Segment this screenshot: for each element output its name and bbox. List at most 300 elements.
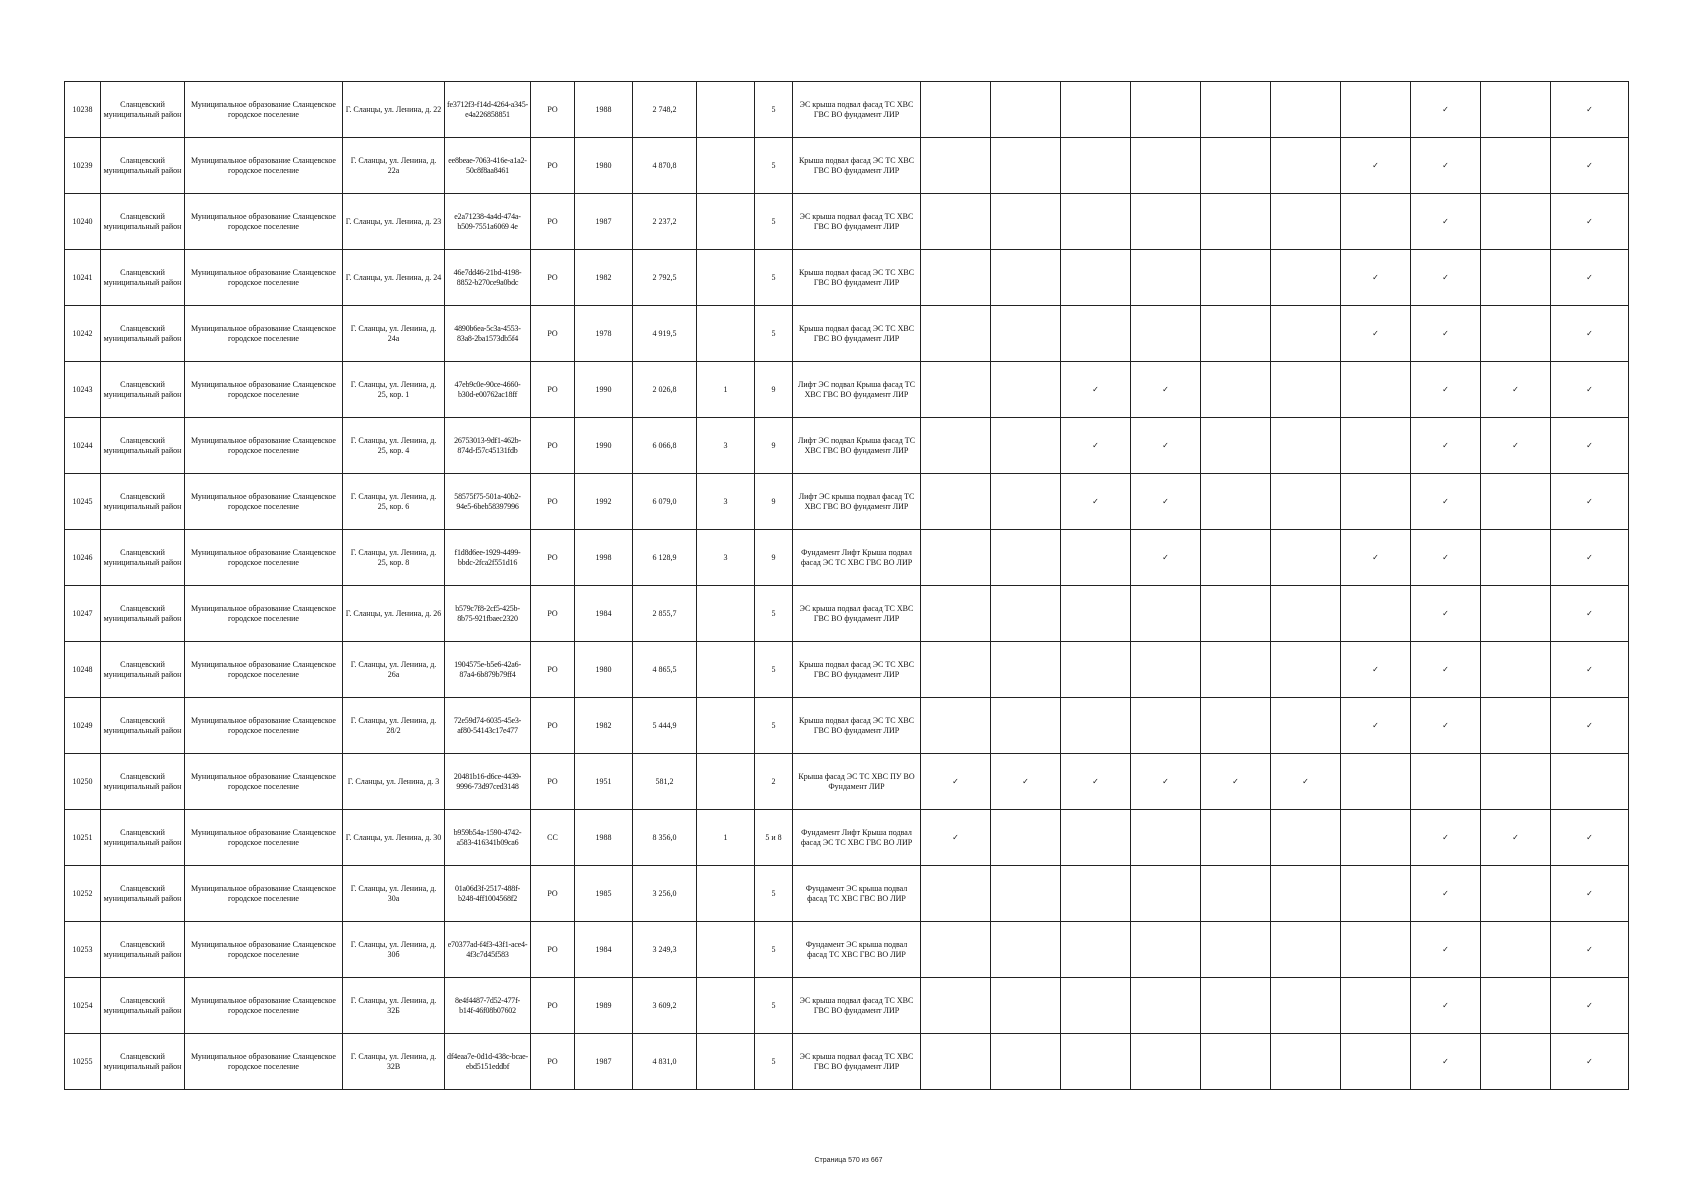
year-cell: 1982 xyxy=(575,698,633,754)
municipality-cell: Муниципальное образование Сланцевское городское поселение xyxy=(185,642,343,698)
table-row xyxy=(65,530,1629,586)
work-check-cell xyxy=(921,194,991,250)
guid-cell: 8e4f4487-7d52-477f-b14f-46f08b07602 xyxy=(445,978,531,1034)
check-mark-icon: ✓ xyxy=(1372,720,1379,730)
guid-cell: 1904575e-b5e6-42a6-87a4-6b879b79ff4 xyxy=(445,642,531,698)
address-cell: Г. Сланцы, ул. Ленина, д. 24 xyxy=(343,250,445,306)
work-check-cell xyxy=(1201,138,1271,194)
table-row xyxy=(65,586,1629,642)
lifts-cell xyxy=(697,922,755,978)
district-cell: Сланцевский муниципальный район xyxy=(101,866,185,922)
table-row xyxy=(65,642,1629,698)
work-check-cell xyxy=(1201,194,1271,250)
year-cell: 1987 xyxy=(575,194,633,250)
work-check-cell xyxy=(1411,250,1481,306)
work-check-cell xyxy=(1341,642,1411,698)
row-number-cell: 10245 xyxy=(65,474,101,530)
work-check-cell xyxy=(1411,698,1481,754)
work-check-cell xyxy=(1341,530,1411,586)
area-cell: 581,2 xyxy=(633,754,697,810)
work-check-cell xyxy=(921,250,991,306)
work-check-cell xyxy=(1271,474,1341,530)
row-number-cell: 10247 xyxy=(65,586,101,642)
district-cell: Сланцевский муниципальный район xyxy=(101,306,185,362)
work-check-cell xyxy=(1061,530,1131,586)
check-mark-icon: ✓ xyxy=(1092,496,1099,506)
municipality-cell: Муниципальное образование Сланцевское городское поселение xyxy=(185,306,343,362)
work-check-cell xyxy=(991,866,1061,922)
row-number-cell: 10250 xyxy=(65,754,101,810)
work-check-cell xyxy=(1341,922,1411,978)
check-mark-icon: ✓ xyxy=(952,776,959,786)
guid-cell: ee8beae-7063-416e-a1a2-50c8f8aa8461 xyxy=(445,138,531,194)
check-mark-icon: ✓ xyxy=(1232,776,1239,786)
work-check-cell xyxy=(1131,698,1201,754)
work-check-cell xyxy=(1481,978,1551,1034)
district-cell: Сланцевский муниципальный район xyxy=(101,922,185,978)
district-cell: Сланцевский муниципальный район xyxy=(101,754,185,810)
year-cell: 1982 xyxy=(575,250,633,306)
work-check-cell xyxy=(1411,530,1481,586)
row-number-cell: 10253 xyxy=(65,922,101,978)
check-mark-icon: ✓ xyxy=(1442,1056,1449,1066)
lifts-cell xyxy=(697,754,755,810)
check-mark-icon: ✓ xyxy=(1586,104,1593,114)
check-mark-icon: ✓ xyxy=(1586,664,1593,674)
year-cell: 1990 xyxy=(575,362,633,418)
works-list-cell: Крыша подвал фасад ЭС ТС ХВС ГВС ВО фундамент ЛИР xyxy=(793,642,921,698)
work-check-cell xyxy=(1411,306,1481,362)
floors-cell: 5 xyxy=(755,586,793,642)
work-check-cell xyxy=(1061,866,1131,922)
floors-cell: 9 xyxy=(755,362,793,418)
floors-cell: 9 xyxy=(755,530,793,586)
table-row xyxy=(65,922,1629,978)
address-cell: Г. Сланцы, ул. Ленина, д. 25, кор. 6 xyxy=(343,474,445,530)
municipality-cell: Муниципальное образование Сланцевское городское поселение xyxy=(185,250,343,306)
municipality-cell: Муниципальное образование Сланцевское городское поселение xyxy=(185,530,343,586)
work-check-cell xyxy=(1271,306,1341,362)
check-mark-icon: ✓ xyxy=(1586,160,1593,170)
lifts-cell: 3 xyxy=(697,530,755,586)
district-cell: Сланцевский муниципальный район xyxy=(101,978,185,1034)
work-check-cell xyxy=(1481,922,1551,978)
work-check-cell xyxy=(1551,866,1629,922)
work-check-cell xyxy=(1481,250,1551,306)
check-mark-icon: ✓ xyxy=(1442,272,1449,282)
work-check-cell xyxy=(1201,362,1271,418)
work-check-cell xyxy=(1061,194,1131,250)
work-check-cell xyxy=(1551,418,1629,474)
year-cell: 1987 xyxy=(575,1034,633,1090)
check-mark-icon: ✓ xyxy=(1586,1056,1593,1066)
guid-cell: 46e7dd46-21bd-4198-8852-b270ce9a0bdc xyxy=(445,250,531,306)
work-check-cell xyxy=(1131,194,1201,250)
work-check-cell xyxy=(921,810,991,866)
lifts-cell xyxy=(697,194,755,250)
work-check-cell xyxy=(921,1034,991,1090)
municipality-cell: Муниципальное образование Сланцевское городское поселение xyxy=(185,138,343,194)
registry-table-body xyxy=(65,82,1629,1090)
floors-cell: 5 xyxy=(755,194,793,250)
work-check-cell xyxy=(991,1034,1061,1090)
lifts-cell xyxy=(697,138,755,194)
work-check-cell xyxy=(1061,978,1131,1034)
fund-form-cell: РО xyxy=(531,642,575,698)
address-cell: Г. Сланцы, ул. Ленина, д. 25, кор. 8 xyxy=(343,530,445,586)
work-check-cell xyxy=(921,82,991,138)
work-check-cell xyxy=(1201,642,1271,698)
works-list-cell: Фундамент Лифт Крыша подвал фасад ЭС ТС ХВС ГВС ВО ЛИР xyxy=(793,810,921,866)
work-check-cell xyxy=(921,642,991,698)
check-mark-icon: ✓ xyxy=(1586,440,1593,450)
fund-form-cell: РО xyxy=(531,866,575,922)
table-row xyxy=(65,978,1629,1034)
table-row xyxy=(65,306,1629,362)
fund-form-cell: РО xyxy=(531,1034,575,1090)
check-mark-icon: ✓ xyxy=(1442,216,1449,226)
work-check-cell xyxy=(1131,1034,1201,1090)
work-check-cell xyxy=(1411,754,1481,810)
guid-cell: b579c7f8-2cf5-425b-8b75-921fbaec2320 xyxy=(445,586,531,642)
check-mark-icon: ✓ xyxy=(1442,944,1449,954)
work-check-cell xyxy=(1341,474,1411,530)
district-cell: Сланцевский муниципальный район xyxy=(101,362,185,418)
work-check-cell xyxy=(1341,754,1411,810)
work-check-cell xyxy=(1271,586,1341,642)
check-mark-icon: ✓ xyxy=(1162,552,1169,562)
table-row xyxy=(65,866,1629,922)
fund-form-cell: РО xyxy=(531,922,575,978)
lifts-cell: 1 xyxy=(697,810,755,866)
address-cell: Г. Сланцы, ул. Ленина, д. 28/2 xyxy=(343,698,445,754)
work-check-cell xyxy=(1551,978,1629,1034)
guid-cell: f1d8d6ee-1929-4499-bbdc-2fca2f551d16 xyxy=(445,530,531,586)
work-check-cell xyxy=(1131,642,1201,698)
floors-cell: 5 xyxy=(755,922,793,978)
work-check-cell xyxy=(1271,642,1341,698)
fund-form-cell: РО xyxy=(531,362,575,418)
table-row xyxy=(65,418,1629,474)
work-check-cell xyxy=(1061,586,1131,642)
floors-cell: 5 xyxy=(755,250,793,306)
municipality-cell: Муниципальное образование Сланцевское городское поселение xyxy=(185,82,343,138)
row-number-cell: 10255 xyxy=(65,1034,101,1090)
work-check-cell xyxy=(1481,418,1551,474)
work-check-cell xyxy=(991,978,1061,1034)
check-mark-icon: ✓ xyxy=(1372,272,1379,282)
lifts-cell: 3 xyxy=(697,474,755,530)
work-check-cell xyxy=(991,474,1061,530)
lifts-cell: 3 xyxy=(697,418,755,474)
work-check-cell xyxy=(1201,866,1271,922)
works-list-cell: Фундамент ЭС крыша подвал фасад ТС ХВС ГВС ВО ЛИР xyxy=(793,922,921,978)
fund-form-cell: РО xyxy=(531,978,575,1034)
address-cell: Г. Сланцы, ул. Ленина, д. 25, кор. 1 xyxy=(343,362,445,418)
address-cell: Г. Сланцы, ул. Ленина, д. 24а xyxy=(343,306,445,362)
work-check-cell xyxy=(1411,866,1481,922)
address-cell: Г. Сланцы, ул. Ленина, д. 23 xyxy=(343,194,445,250)
area-cell: 5 444,9 xyxy=(633,698,697,754)
row-number-cell: 10243 xyxy=(65,362,101,418)
municipality-cell: Муниципальное образование Сланцевское городское поселение xyxy=(185,754,343,810)
work-check-cell xyxy=(1481,530,1551,586)
area-cell: 3 609,2 xyxy=(633,978,697,1034)
area-cell: 6 066,8 xyxy=(633,418,697,474)
check-mark-icon: ✓ xyxy=(1442,664,1449,674)
year-cell: 1978 xyxy=(575,306,633,362)
work-check-cell xyxy=(1481,82,1551,138)
row-number-cell: 10249 xyxy=(65,698,101,754)
floors-cell: 5 xyxy=(755,1034,793,1090)
check-mark-icon: ✓ xyxy=(1372,664,1379,674)
work-check-cell xyxy=(1061,642,1131,698)
work-check-cell xyxy=(1061,810,1131,866)
year-cell: 1990 xyxy=(575,418,633,474)
work-check-cell xyxy=(1481,194,1551,250)
work-check-cell xyxy=(991,922,1061,978)
municipality-cell: Муниципальное образование Сланцевское городское поселение xyxy=(185,362,343,418)
year-cell: 1985 xyxy=(575,866,633,922)
check-mark-icon: ✓ xyxy=(1512,384,1519,394)
fund-form-cell: РО xyxy=(531,754,575,810)
work-check-cell xyxy=(991,306,1061,362)
work-check-cell xyxy=(1411,418,1481,474)
area-cell: 2 748,2 xyxy=(633,82,697,138)
work-check-cell xyxy=(1481,474,1551,530)
check-mark-icon: ✓ xyxy=(1586,1000,1593,1010)
check-mark-icon: ✓ xyxy=(1512,832,1519,842)
district-cell: Сланцевский муниципальный район xyxy=(101,82,185,138)
work-check-cell xyxy=(991,642,1061,698)
work-check-cell xyxy=(1411,978,1481,1034)
floors-cell: 5 и 8 xyxy=(755,810,793,866)
row-number-cell: 10242 xyxy=(65,306,101,362)
check-mark-icon: ✓ xyxy=(1092,440,1099,450)
work-check-cell xyxy=(1551,474,1629,530)
row-number-cell: 10246 xyxy=(65,530,101,586)
check-mark-icon: ✓ xyxy=(1162,440,1169,450)
work-check-cell xyxy=(1061,138,1131,194)
floors-cell: 5 xyxy=(755,978,793,1034)
check-mark-icon: ✓ xyxy=(1442,328,1449,338)
row-number-cell: 10248 xyxy=(65,642,101,698)
work-check-cell xyxy=(1341,82,1411,138)
guid-cell: 72e59d74-6035-45e3-af80-54143c17e477 xyxy=(445,698,531,754)
floors-cell: 5 xyxy=(755,698,793,754)
lifts-cell xyxy=(697,1034,755,1090)
works-list-cell: Лифт ЭС подвал Крыша фасад ТС ХВС ГВС ВО фундамент ЛИР xyxy=(793,418,921,474)
check-mark-icon: ✓ xyxy=(1442,608,1449,618)
table-row xyxy=(65,698,1629,754)
municipality-cell: Муниципальное образование Сланцевское городское поселение xyxy=(185,474,343,530)
work-check-cell xyxy=(1201,418,1271,474)
address-cell: Г. Сланцы, ул. Ленина, д. 30а xyxy=(343,866,445,922)
registry-table-wrap xyxy=(64,81,1628,1090)
work-check-cell xyxy=(1551,250,1629,306)
work-check-cell xyxy=(1271,138,1341,194)
work-check-cell xyxy=(1201,754,1271,810)
check-mark-icon: ✓ xyxy=(1162,496,1169,506)
row-number-cell: 10239 xyxy=(65,138,101,194)
work-check-cell xyxy=(1061,418,1131,474)
work-check-cell xyxy=(1551,642,1629,698)
address-cell: Г. Сланцы, ул. Ленина, д. 22 xyxy=(343,82,445,138)
year-cell: 1980 xyxy=(575,138,633,194)
check-mark-icon: ✓ xyxy=(1586,328,1593,338)
work-check-cell xyxy=(991,418,1061,474)
work-check-cell xyxy=(991,530,1061,586)
work-check-cell xyxy=(1341,194,1411,250)
fund-form-cell: РО xyxy=(531,530,575,586)
guid-cell: 47eb9c0e-90ce-4660-b30d-e00762ac18ff xyxy=(445,362,531,418)
fund-form-cell: РО xyxy=(531,250,575,306)
address-cell: Г. Сланцы, ул. Ленина, д. 30 xyxy=(343,810,445,866)
work-check-cell xyxy=(1481,138,1551,194)
work-check-cell xyxy=(1061,1034,1131,1090)
work-check-cell xyxy=(1481,586,1551,642)
page-footer: Страница 570 из 667 xyxy=(814,1157,883,1164)
works-list-cell: Крыша подвал фасад ЭС ТС ХВС ГВС ВО фундамент ЛИР xyxy=(793,698,921,754)
address-cell: Г. Сланцы, ул. Ленина, д. 25, кор. 4 xyxy=(343,418,445,474)
floors-cell: 5 xyxy=(755,866,793,922)
area-cell: 2 237,2 xyxy=(633,194,697,250)
work-check-cell xyxy=(921,586,991,642)
table-row xyxy=(65,810,1629,866)
work-check-cell xyxy=(991,138,1061,194)
area-cell: 8 356,0 xyxy=(633,810,697,866)
work-check-cell xyxy=(1411,362,1481,418)
work-check-cell xyxy=(1341,1034,1411,1090)
work-check-cell xyxy=(1341,866,1411,922)
guid-cell: fe3712f3-f14d-4264-a345-e4a226858851 xyxy=(445,82,531,138)
year-cell: 1992 xyxy=(575,474,633,530)
work-check-cell xyxy=(1341,138,1411,194)
area-cell: 3 249,3 xyxy=(633,922,697,978)
row-number-cell: 10252 xyxy=(65,866,101,922)
table-row xyxy=(65,362,1629,418)
work-check-cell xyxy=(1551,698,1629,754)
check-mark-icon: ✓ xyxy=(1586,552,1593,562)
floors-cell: 5 xyxy=(755,642,793,698)
work-check-cell xyxy=(991,362,1061,418)
check-mark-icon: ✓ xyxy=(1442,720,1449,730)
floors-cell: 5 xyxy=(755,82,793,138)
work-check-cell xyxy=(991,698,1061,754)
fund-form-cell: РО xyxy=(531,586,575,642)
work-check-cell xyxy=(1201,978,1271,1034)
work-check-cell xyxy=(1201,1034,1271,1090)
work-check-cell xyxy=(1271,866,1341,922)
work-check-cell xyxy=(1551,754,1629,810)
municipality-cell: Муниципальное образование Сланцевское городское поселение xyxy=(185,922,343,978)
floors-cell: 5 xyxy=(755,306,793,362)
work-check-cell xyxy=(1411,642,1481,698)
check-mark-icon: ✓ xyxy=(1512,440,1519,450)
area-cell: 4 870,8 xyxy=(633,138,697,194)
check-mark-icon: ✓ xyxy=(1302,776,1309,786)
work-check-cell xyxy=(1341,362,1411,418)
check-mark-icon: ✓ xyxy=(1442,1000,1449,1010)
work-check-cell xyxy=(1271,754,1341,810)
work-check-cell xyxy=(1341,586,1411,642)
work-check-cell xyxy=(991,810,1061,866)
area-cell: 6 128,9 xyxy=(633,530,697,586)
municipality-cell: Муниципальное образование Сланцевское городское поселение xyxy=(185,194,343,250)
check-mark-icon: ✓ xyxy=(1442,552,1449,562)
fund-form-cell: РО xyxy=(531,474,575,530)
work-check-cell xyxy=(1131,922,1201,978)
work-check-cell xyxy=(1411,586,1481,642)
work-check-cell xyxy=(1481,1034,1551,1090)
work-check-cell xyxy=(991,754,1061,810)
work-check-cell xyxy=(1551,1034,1629,1090)
work-check-cell xyxy=(1131,866,1201,922)
guid-cell: 58575f75-501a-40b2-94e5-6beb58397996 xyxy=(445,474,531,530)
works-list-cell: ЭС крыша подвал фасад ТС ХВС ГВС ВО фундамент ЛИР xyxy=(793,1034,921,1090)
area-cell: 2 855,7 xyxy=(633,586,697,642)
work-check-cell xyxy=(921,698,991,754)
work-check-cell xyxy=(1341,978,1411,1034)
year-cell: 1951 xyxy=(575,754,633,810)
work-check-cell xyxy=(921,978,991,1034)
row-number-cell: 10241 xyxy=(65,250,101,306)
work-check-cell xyxy=(1411,1034,1481,1090)
work-check-cell xyxy=(1271,194,1341,250)
guid-cell: e2a71238-4a4d-474a-b509-7551a6069 4e xyxy=(445,194,531,250)
work-check-cell xyxy=(1201,250,1271,306)
work-check-cell xyxy=(1131,306,1201,362)
work-check-cell xyxy=(1411,810,1481,866)
works-list-cell: ЭС крыша подвал фасад ТС ХВС ГВС ВО фундамент ЛИР xyxy=(793,194,921,250)
address-cell: Г. Сланцы, ул. Ленина, д. 30б xyxy=(343,922,445,978)
fund-form-cell: РО xyxy=(531,194,575,250)
lifts-cell: 1 xyxy=(697,362,755,418)
work-check-cell xyxy=(921,138,991,194)
work-check-cell xyxy=(1061,474,1131,530)
work-check-cell xyxy=(1271,810,1341,866)
work-check-cell xyxy=(1411,474,1481,530)
fund-form-cell: РО xyxy=(531,306,575,362)
row-number-cell: 10238 xyxy=(65,82,101,138)
works-list-cell: ЭС крыша подвал фасад ТС ХВС ГВС ВО фундамент ЛИР xyxy=(793,978,921,1034)
municipality-cell: Муниципальное образование Сланцевское городское поселение xyxy=(185,810,343,866)
check-mark-icon: ✓ xyxy=(1092,776,1099,786)
table-row xyxy=(65,82,1629,138)
table-row xyxy=(65,754,1629,810)
check-mark-icon: ✓ xyxy=(1442,384,1449,394)
check-mark-icon: ✓ xyxy=(1162,384,1169,394)
check-mark-icon: ✓ xyxy=(1442,440,1449,450)
work-check-cell xyxy=(1271,82,1341,138)
check-mark-icon: ✓ xyxy=(1442,496,1449,506)
check-mark-icon: ✓ xyxy=(1586,888,1593,898)
work-check-cell xyxy=(1271,362,1341,418)
guid-cell: 20481b16-d6ce-4439-9996-73d97ced3148 xyxy=(445,754,531,810)
district-cell: Сланцевский муниципальный район xyxy=(101,642,185,698)
floors-cell: 5 xyxy=(755,138,793,194)
work-check-cell xyxy=(1061,922,1131,978)
works-list-cell: Фундамент ЭС крыша подвал фасад ТС ХВС ГВС ВО ЛИР xyxy=(793,866,921,922)
district-cell: Сланцевский муниципальный район xyxy=(101,530,185,586)
guid-cell: b959b54a-1590-4742-a583-416341b09ca6 xyxy=(445,810,531,866)
year-cell: 1988 xyxy=(575,82,633,138)
work-check-cell xyxy=(1551,362,1629,418)
year-cell: 1989 xyxy=(575,978,633,1034)
check-mark-icon: ✓ xyxy=(1442,888,1449,898)
municipality-cell: Муниципальное образование Сланцевское городское поселение xyxy=(185,698,343,754)
year-cell: 1988 xyxy=(575,810,633,866)
